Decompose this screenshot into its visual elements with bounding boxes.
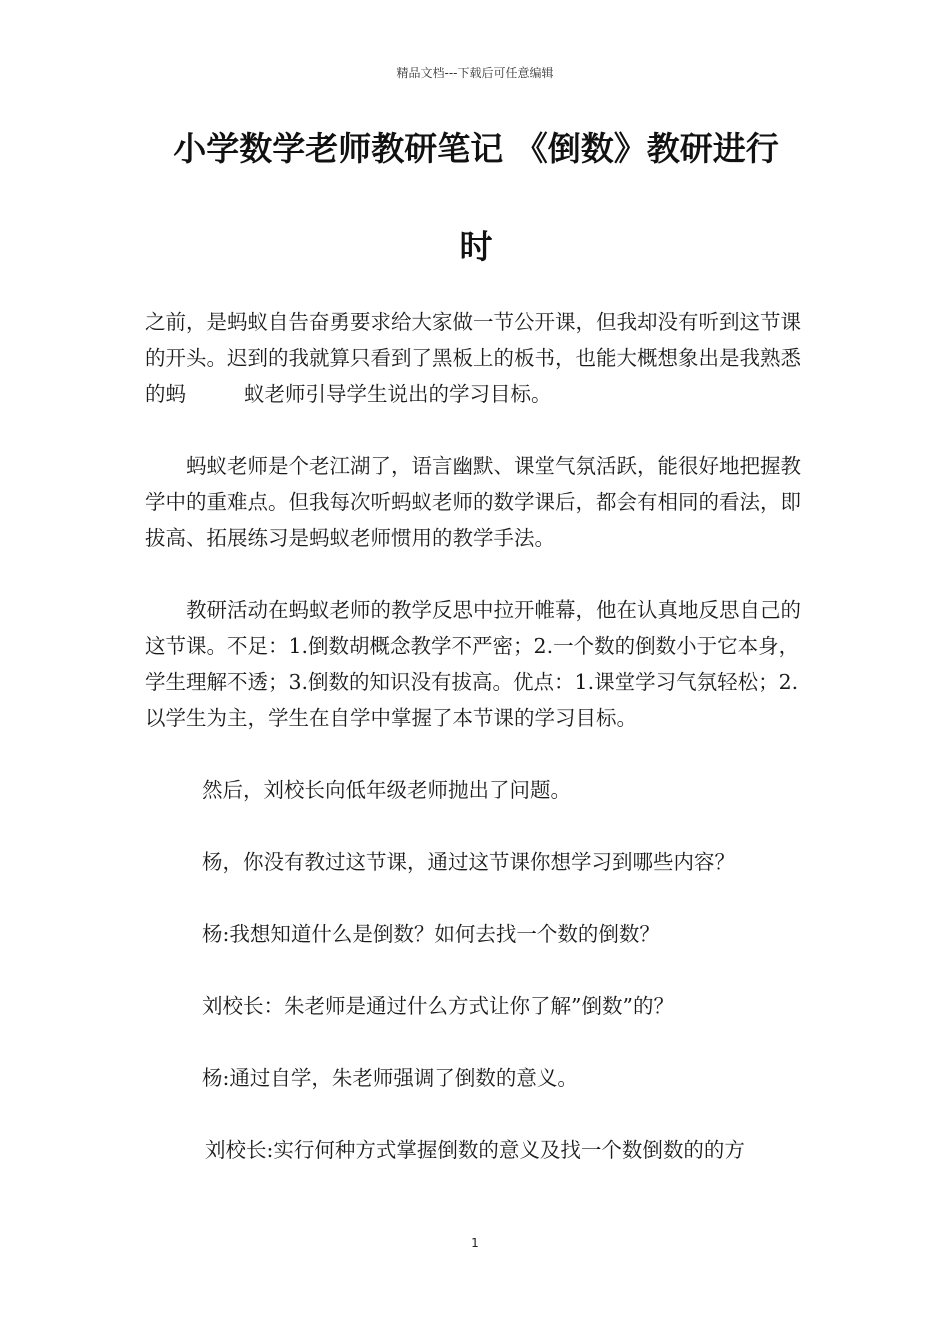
document-title-line-1: 小学数学老师教研笔记 《倒数》教研进行 [173,129,779,168]
paragraph-1-part-a: 之前，是蚂蚁自告奋勇要求给大家做一节公开课，但我却没有听到这节课的开头。迟到的我就算只看到了黑板上的板书，也能大概想象出是我熟悉的蚂 [145,310,801,406]
paragraph-8: 杨:通过自学，朱老师强调了倒数的意义。 [202,1066,578,1090]
paragraph-1 [145,304,807,412]
paragraph-2: 蚂蚁老师是个老江湖了，语言幽默、课堂气氛活跃，能很好地把握教学中的重难点。但我每次听蚂蚁老师的数学课后，都会有相同的看法，即拔高、拓展练习是蚂蚁老师惯用的教学手法。 [145,454,801,550]
paragraph-6: 杨:我想知道什么是倒数？如何去找一个数的倒数？ [202,922,660,946]
paragraph-9: 刘校长:实行何种方式掌握倒数的意义及找一个数倒数的的方 [205,1138,745,1162]
page-header: 精品文档---下载后可任意编辑 [396,66,554,80]
paragraph-5: 杨，你没有教过这节课，通过这节课你想学习到哪些内容？ [202,850,735,874]
paragraph-1-part-b: 蚁老师引导学生说出的学习目标。 [244,382,552,406]
document-title-line-2: 时 [459,227,493,266]
paragraph-7: 刘校长：朱老师是通过什么方式让你了解”倒数”的？ [202,994,674,1018]
paragraph-4: 然后，刘校长向低年级老师抛出了问题。 [202,778,571,802]
document-body [145,304,807,1168]
paragraph-3: 教研活动在蚂蚁老师的教学反思中拉开帷幕，他在认真地反思自己的这节课。不足：1.倒数胡概念教学不严密；2.一个数的倒数小于它本身，学生理解不透；3.倒数的知识没有拔高。优点：1.课堂学习气氛轻松；2.以学生为主，学生在自学中掌握了本节课的学习目标。 [145,598,801,730]
page-number: 1 [471,1236,479,1250]
